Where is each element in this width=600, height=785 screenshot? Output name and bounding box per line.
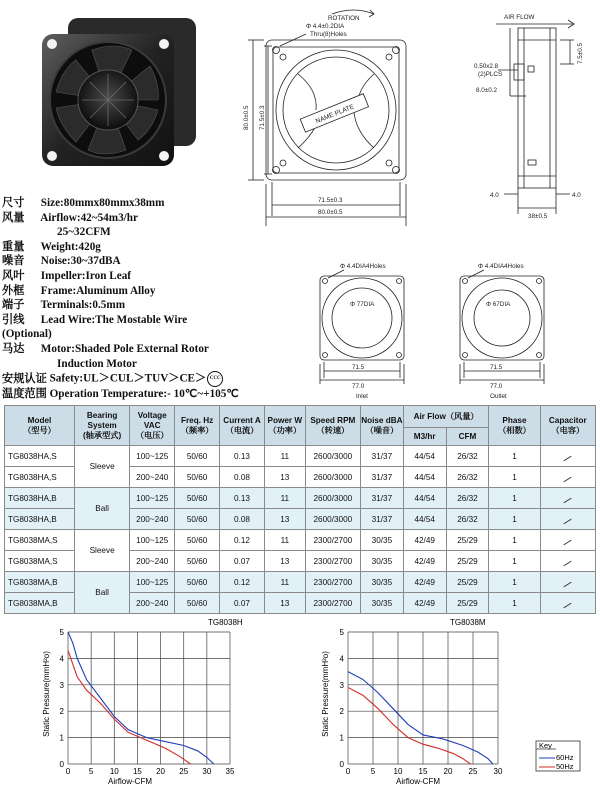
spec-value: Operation Temperature:- 10℃~+105℃ [49, 388, 239, 401]
cell-m3: 42/49 [403, 572, 446, 593]
capacitor-symbol-icon [564, 560, 572, 566]
slot-plcs: (2)PLCS [478, 71, 503, 78]
cell-v: 100~125 [130, 530, 175, 551]
chart1-ylabel: Static Pressure(mmH²o) [42, 651, 51, 737]
cell-v: 100~125 [130, 446, 175, 467]
cell-a: 0.07 [220, 551, 265, 572]
cell-capacitor [540, 509, 595, 530]
cell-db: 31/37 [361, 488, 404, 509]
cell-db: 31/37 [361, 509, 404, 530]
chart1-xtick: 30 [202, 767, 212, 776]
cell-capacitor [540, 572, 595, 593]
cell-db: 31/37 [361, 446, 404, 467]
cell-w: 11 [264, 446, 305, 467]
th-speed: Speed RPM （转速） [305, 406, 360, 446]
chart2-xtick: 30 [493, 767, 503, 776]
chart2-ytick: 3 [339, 680, 344, 690]
cell-m3: 44/54 [403, 446, 446, 467]
th-voltage: Voltage VAC （电压） [130, 406, 175, 446]
chart2-ytick: 5 [339, 628, 344, 637]
chart2-ytick: 0 [339, 760, 344, 769]
chart1-ytick: 3 [59, 680, 64, 690]
spec-value: Weight:420g [40, 240, 101, 253]
spec-value: (Optional) [2, 328, 52, 341]
inlet-dim-770: 77.0 [352, 383, 365, 390]
cell-capacitor [540, 467, 595, 488]
cell-m3: 44/54 [403, 488, 446, 509]
chart1-title: TG8038H [208, 618, 243, 627]
chart2-xtick: 15 [418, 767, 428, 776]
dim-8: 8.0±0.2 [476, 87, 497, 94]
cell-a: 0.13 [220, 446, 265, 467]
cell-model: TG8038MA,B [5, 572, 75, 593]
cell-f: 50/60 [175, 488, 220, 509]
chart1-ytick: 1 [59, 733, 64, 743]
inlet-hole-label: Φ 4.4DIA4Holes [340, 263, 386, 270]
chart2-xlabel: Airflow-CFM [396, 777, 440, 785]
cell-bearing: Ball [74, 488, 129, 530]
cell-cfm: 25/29 [446, 551, 489, 572]
chart2-ytick: 2 [339, 707, 344, 717]
cell-cfm: 25/29 [446, 572, 489, 593]
cell-v: 200~240 [130, 551, 175, 572]
spec-value: Safety:UL＞CUL＞TUV＞CE＞ [49, 372, 207, 385]
cell-capacitor [540, 551, 595, 572]
th-airflow: Air Flow（风量） [403, 406, 489, 428]
chart1-xtick: 10 [109, 767, 119, 776]
cell-a: 0.12 [220, 530, 265, 551]
chart2-title: TG8038M [450, 618, 486, 627]
spec-label-cn: 尺寸 [2, 197, 25, 209]
cell-f: 50/60 [175, 593, 220, 614]
dim-4-left: 4.0 [490, 192, 499, 199]
capacitor-symbol-icon [564, 476, 572, 482]
cell-m3: 44/54 [403, 509, 446, 530]
cell-rpm: 2300/2700 [305, 593, 360, 614]
dim-715-bottom: 71.5±0.3 [318, 197, 343, 204]
cell-w: 11 [264, 488, 305, 509]
cell-a: 0.07 [220, 593, 265, 614]
cell-w: 11 [264, 530, 305, 551]
spec-value: Airflow:42~54m3/hr [40, 211, 138, 224]
chart2-xtick: 0 [345, 767, 351, 776]
spec-label-cn: 外框 [2, 284, 25, 297]
cell-v: 200~240 [130, 467, 175, 488]
cell-a: 0.13 [220, 488, 265, 509]
chart1-xtick: 25 [179, 767, 189, 776]
cell-db: 30/35 [361, 530, 404, 551]
chart2-ytick: 4 [339, 654, 344, 664]
table-row [5, 446, 596, 467]
spec-label-cn: 风叶 [2, 269, 25, 282]
cell-w: 13 [264, 509, 305, 530]
cell-a: 0.08 [220, 509, 265, 530]
th-power: Power W （功率） [264, 406, 305, 446]
airflow-label: AIR FLOW [504, 14, 535, 21]
slot-dim: 0.50x2.8 [474, 63, 499, 70]
cell-rpm: 2300/2700 [305, 530, 360, 551]
hole-label: Φ 4.4±0.2DIA [306, 23, 345, 30]
inlet-dim-715: 71.5 [352, 364, 365, 371]
hole-sublabel: Thru(8)Holes [310, 31, 347, 38]
cell-f: 50/60 [175, 446, 220, 467]
spec-label-cn: 端子 [2, 299, 25, 312]
legend-60hz: 60Hz [556, 753, 574, 762]
cell-ph: 1 [489, 467, 540, 488]
cell-db: 30/35 [361, 551, 404, 572]
cell-w: 11 [264, 572, 305, 593]
fan-photo [0, 0, 215, 190]
cell-capacitor [540, 593, 595, 614]
cell-cfm: 25/29 [446, 593, 489, 614]
spec-table [4, 405, 596, 614]
chart2-series-1-line [348, 672, 493, 764]
nameplate-label: NAME PLATE [314, 103, 356, 126]
chart1-ytick: 2 [59, 707, 64, 717]
chart1-xtick: 0 [65, 767, 71, 776]
spec-label-cn: 风量 [2, 211, 25, 224]
cell-model: TG8038HA,B [5, 488, 75, 509]
th-cfm: CFM [446, 428, 489, 446]
chart2-xtick: 5 [370, 767, 376, 776]
chart1-xtick: 20 [156, 767, 166, 776]
spec-label-cn: 马达 [2, 342, 25, 355]
outlet-label: Outlet [490, 393, 507, 400]
table-row [5, 530, 596, 551]
spec-label-cn: 重量 [2, 240, 25, 253]
table-row [5, 488, 596, 509]
cell-model: TG8038MA,B [5, 593, 75, 614]
cell-cfm: 26/32 [446, 467, 489, 488]
cell-rpm: 2300/2700 [305, 551, 360, 572]
spec-label-cn: 噪音 [2, 255, 25, 268]
spec-value: 25~32CFM [57, 226, 111, 239]
cell-m3: 42/49 [403, 593, 446, 614]
table-row [5, 572, 596, 593]
spec-label-cn: 温度范围 [2, 388, 47, 401]
th-model: Model （型号） [5, 406, 75, 446]
cell-bearing: Ball [74, 572, 129, 614]
chart1-xtick: 15 [132, 767, 142, 776]
chart1-xlabel: Airflow-CFM [108, 777, 152, 785]
cell-db: 30/35 [361, 593, 404, 614]
dim-715-left: 71.5±0.3 [259, 105, 266, 130]
dimension-drawings [228, 0, 600, 400]
chart2-ytick: 1 [339, 733, 344, 743]
cell-rpm: 2300/2700 [305, 572, 360, 593]
chart1-series-1-line [68, 632, 214, 764]
th-phase: Phase （相数） [489, 406, 540, 446]
cell-capacitor [540, 530, 595, 551]
cell-v: 100~125 [130, 488, 175, 509]
dim-38: 38±0.5 [528, 213, 548, 220]
inlet-dia-label: Φ 77DIA [350, 301, 375, 308]
cell-w: 13 [264, 593, 305, 614]
cell-bearing: Sleeve [74, 446, 129, 488]
cell-capacitor [540, 446, 595, 467]
cell-ph: 1 [489, 446, 540, 467]
cell-a: 0.08 [220, 467, 265, 488]
spec-value: Terminals:0.5mm [40, 299, 126, 312]
cell-ph: 1 [489, 593, 540, 614]
rotation-label: ROTATION [328, 15, 360, 22]
capacitor-symbol-icon [564, 602, 572, 608]
chart1-ytick: 5 [59, 628, 64, 637]
legend-key-title: Key [539, 741, 552, 750]
th-freq: Freq. Hz （频率） [175, 406, 220, 446]
outlet-hole-label: Φ 4.4DIA4Holes [478, 263, 524, 270]
spec-value: Size:80mmx80mmx38mm [40, 197, 165, 209]
dim-80-left: 80.0±0.5 [243, 105, 250, 130]
chart2-xtick: 10 [393, 767, 403, 776]
cell-m3: 44/54 [403, 467, 446, 488]
dim-4-right: 4.0 [572, 192, 581, 199]
dim-75: 7.5±0.5 [577, 43, 584, 64]
th-bearing: Bearing System (轴承型式) [74, 406, 129, 446]
cell-cfm: 25/29 [446, 530, 489, 551]
cell-a: 0.12 [220, 572, 265, 593]
cell-model: TG8038HA,S [5, 446, 75, 467]
chart1-xtick: 5 [88, 767, 94, 776]
cell-v: 100~125 [130, 572, 175, 593]
cell-model: TG8038HA,S [5, 467, 75, 488]
capacitor-symbol-icon [564, 518, 572, 524]
th-noise: Noise dBA （噪音） [361, 406, 404, 446]
outlet-dim-770: 77.0 [490, 383, 503, 390]
cell-model: TG8038MA,S [5, 530, 75, 551]
capacitor-symbol-icon [564, 539, 572, 545]
chart2-ylabel: Static Pressure(mmH²o) [321, 651, 330, 737]
cell-rpm: 2600/3000 [305, 509, 360, 530]
cell-ph: 1 [489, 488, 540, 509]
spec-value: Impeller:Iron Leaf [40, 269, 132, 282]
spec-value: Induction Motor [57, 357, 137, 370]
chart1-ytick: 0 [59, 760, 64, 769]
cell-cfm: 26/32 [446, 509, 489, 530]
cell-ph: 1 [489, 509, 540, 530]
cell-ph: 1 [489, 572, 540, 593]
cell-cfm: 26/32 [446, 446, 489, 467]
ccc-mark-icon: CCC [207, 371, 223, 387]
cell-w: 13 [264, 551, 305, 572]
spec-value: Noise:30~37dBA [40, 255, 121, 268]
spec-value: Frame:Aluminum Alloy [40, 284, 156, 297]
cell-v: 200~240 [130, 593, 175, 614]
chart2-xtick: 20 [443, 767, 453, 776]
outlet-dia-label: Φ 67DIA [486, 301, 511, 308]
cell-cfm: 26/32 [446, 488, 489, 509]
cell-f: 50/60 [175, 509, 220, 530]
cell-model: TG8038HA,B [5, 509, 75, 530]
cell-m3: 42/49 [403, 551, 446, 572]
capacitor-symbol-icon [564, 497, 572, 503]
inlet-label: Inlet [356, 393, 368, 400]
cell-ph: 1 [489, 551, 540, 572]
chart2-xtick: 25 [468, 767, 478, 776]
cell-m3: 42/49 [403, 530, 446, 551]
spec-value: Lead Wire:The Mostable Wire [40, 313, 188, 326]
cell-rpm: 2600/3000 [305, 488, 360, 509]
capacitor-symbol-icon [564, 455, 572, 461]
legend-50hz: 50Hz [556, 762, 574, 771]
spec-label-cn: 引线 [2, 313, 25, 326]
th-m3hr: M3/hr [403, 428, 446, 446]
dim-80-bottom: 80.0±0.5 [318, 209, 343, 216]
cell-db: 30/35 [361, 572, 404, 593]
chart1-xtick: 35 [225, 767, 235, 776]
cell-f: 50/60 [175, 572, 220, 593]
cell-capacitor [540, 488, 595, 509]
cell-rpm: 2600/3000 [305, 467, 360, 488]
cell-ph: 1 [489, 530, 540, 551]
cell-rpm: 2600/3000 [305, 446, 360, 467]
spec-label-cn: 安规认证 [2, 372, 47, 385]
th-capacitor: Capacitor （电容） [540, 406, 595, 446]
capacitor-symbol-icon [564, 581, 572, 587]
cell-f: 50/60 [175, 530, 220, 551]
outlet-dim-715: 71.5 [490, 364, 503, 371]
cell-model: TG8038MA,S [5, 551, 75, 572]
th-current: Current A （电流） [220, 406, 265, 446]
cell-w: 13 [264, 467, 305, 488]
legend-key [536, 741, 580, 771]
chart1-ytick: 4 [59, 654, 64, 664]
cell-v: 200~240 [130, 509, 175, 530]
chart1-series-2-line [68, 650, 191, 764]
spec-value: Motor:Shaded Pole External Rotor [40, 342, 209, 355]
pq-charts [0, 612, 600, 785]
cell-bearing: Sleeve [74, 530, 129, 572]
cell-f: 50/60 [175, 551, 220, 572]
cell-f: 50/60 [175, 467, 220, 488]
cell-db: 31/37 [361, 467, 404, 488]
